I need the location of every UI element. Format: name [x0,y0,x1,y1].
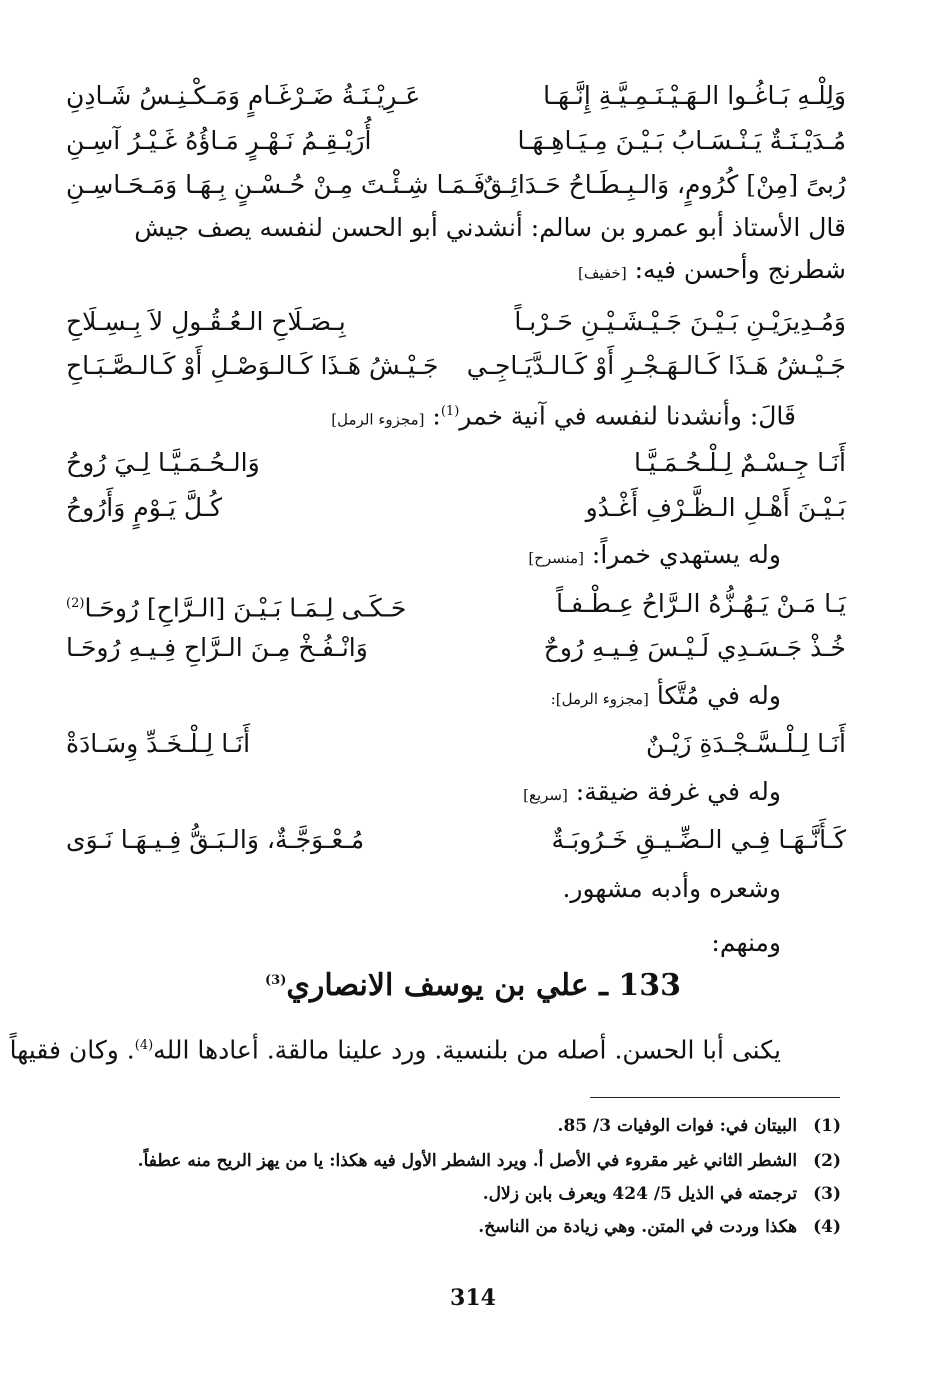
first-hemistich: بَـيْـنَ أَهْـلِ الـظَّـرْفِ أَغْـدُو [585,493,846,522]
verse-line [66,302,846,342]
prose-text: وله في غرفة ضيقة: [575,777,781,806]
first-hemistich: جَـيْـشُ هَـذَا كَـالـهَـجْـرِ أَوْ كَـالـدَّيَـاجِـي [466,351,846,380]
second-hemistich: فَـمَـا شِـئْـتَ مِـنْ حُـسْـنٍ بِـهَـا وَمَـحَـاسِـنِ [66,170,486,199]
prose-text: شطرنج وأحسن فيه: [634,255,846,284]
footnote-ref: (1) [440,404,460,419]
second-hemistich: وَانْـفُـخْ مِـنَ الـرَّاحِ فِـيـهِ رُوحَـا [66,633,368,662]
footnote [483,1183,841,1205]
footnote-text: البيتان في: فوات الوفيات 3/ 85. [557,1116,798,1136]
verse-line [66,820,846,860]
second-hemistich [66,584,406,628]
second-hemistich: عَـرِيْـنَـةُ ضَـرْغَـامٍ وَمَـكْـنِـسُ شَـادِنِ [66,81,421,110]
first-hemistich: يَـا مَـنْ يَـهُـزُّهُ الـرَّاحُ عِـطْـفـاً [556,589,846,618]
footnote [138,1150,841,1172]
biography-line [10,1027,781,1069]
verse-line [66,121,846,161]
prose-line: قال الأستاذ أبو عمرو بن سالم: أنشدني أبو الحسن لنفسه يصف جيش [134,213,846,242]
first-hemistich: رُبىً [مِنْ] كُرُومٍ، وَالـبِـطَـاحُ حَـدَائِـقٌ [482,170,846,199]
prose-line: ومنهم: [711,928,781,957]
first-hemistich: مُـدَيْـنَـةٌ يَـنْـسَـابُ بَـيْـنَ مِـيَـاهِـهَـا [517,126,846,155]
prose-line [551,677,781,718]
footnote-number: (3) [813,1184,841,1204]
meter-label: [مجزوء الرمل]: [550,690,649,708]
prose-line [528,536,781,577]
meter-label: [سريع] [523,786,568,804]
second-hemistich: وَالـحُـمَـيَّـا لِـيَ رُوحُ [66,448,260,477]
first-hemistich: خُـذْ جَـسَـدِي لَـيْـسَ فِـيـهِ رُوحٌ [543,633,846,662]
page-number: 314 [450,1285,496,1311]
prose-text: وله في مُتَّكأ [656,681,781,710]
hemistich-text: حَـكَـى لِـمَـا بَـيْـنَ [الـرَّاحِ] رُوحَـا [84,593,407,623]
prose-text: يكنى أبا الحسن. أصله من بلنسية. ورد علينا مالقة. أعادها الله [153,1035,781,1065]
verse-line [66,346,846,386]
second-hemistich: جَـيْـشُ هَـذَا كَـالـوَصْـلِ أَوْ كَـالـصَّـبَـاحِ [66,351,439,380]
footnote-text: الشطر الثاني غير مقروء في الأصل أ. ويرد الشطر الأول فيه هكذا: يا من يهز الريح منه عطفاً. [137,1151,798,1171]
first-hemistich: وَمُـدِيرَيْـنِ بَـيْـنَ جَـيْـشَـيْـنِ حَـرْبـاً [514,307,846,336]
second-hemistich: مُـعْـوَجَّـةٌ، وَالـبَـقُّ فِـيـهَـا نَـوَى [66,825,365,854]
footnote-ref: (4) [134,1038,154,1053]
second-hemistich: أَنَـا لِـلْـخَـدِّ وِسَـادَةْ [66,729,251,758]
verse-line [66,628,846,668]
second-hemistich: كُـلَّ يَـوْمٍ وَأَرُوحُ [66,493,223,522]
footnote [478,1216,841,1238]
first-hemistich: أَنَـا لِـلْـسَّـجْـدَةِ زَيْـنٌ [646,729,846,758]
meter-label: [مجزوء الرمل] [331,410,425,429]
meter-label: [خفيف] [578,264,627,282]
verse-line [66,488,846,528]
first-hemistich: وَلِلْـهِ بَـاغُـوا الـهَـيْـنَـمِـيَّـةِ إِنَّـهَـا [543,81,846,110]
prose-line [523,773,781,814]
footnote-number: (4) [813,1217,841,1237]
second-hemistich: أُرَيْـقِـمُ نَـهْـرٍ مَـاؤُهُ غَـيْـرُ آسِـنِ [66,126,372,155]
first-hemistich: أَنَـا جِـسْـمٌ لِـلْـحُـمَـيَّـا [633,448,846,477]
footnote-text: هكذا وردت في المتن. وهي زيادة من الناسخ. [478,1217,798,1237]
footnote-text: ترجمته في الذيل 5/ 424 ويعرف بابن زلال. [482,1184,798,1204]
verse-line [66,165,846,205]
footnote-divider [590,1097,840,1098]
footnote-number: (1) [813,1116,841,1136]
prose-text: وله يستهدي خمراً: [591,540,781,569]
prose-text: قَالَ: وأنشدنا لنفسه في آنية خمر [459,401,796,431]
verse-line [66,76,846,116]
entry-heading [0,968,946,1003]
heading-text: 133 ـ علي بن يوسف الانصاري [286,968,681,1003]
first-hemistich: كَـأَنَّـهَـا فِـي الـضِّـيـقِ خَـرُوبَـةٌ [551,825,846,854]
verse-line [66,584,846,624]
prose-line: قَالَ: وأنشدنا لنفسه في آنية خمر$^{(1)}$: [مجزوء الرمل] [331,401,796,431]
prose-line: وشعره وأدبه مشهور. [562,874,781,903]
footnote-ref: (3) [265,973,287,988]
footnote-ref: (2) [66,596,85,611]
footnote-number: (2) [813,1151,841,1171]
verse-line [66,724,846,764]
second-hemistich: بِـصَـلَاحِ الـعُـقُـولِ لاَ بِـسِـلَاحِ [66,307,346,336]
footnote [558,1115,841,1137]
meter-label: [منسرح] [528,549,584,567]
prose-text: . وكان فقيهاً [9,1035,135,1065]
prose-line [578,251,846,292]
verse-line [66,443,846,483]
